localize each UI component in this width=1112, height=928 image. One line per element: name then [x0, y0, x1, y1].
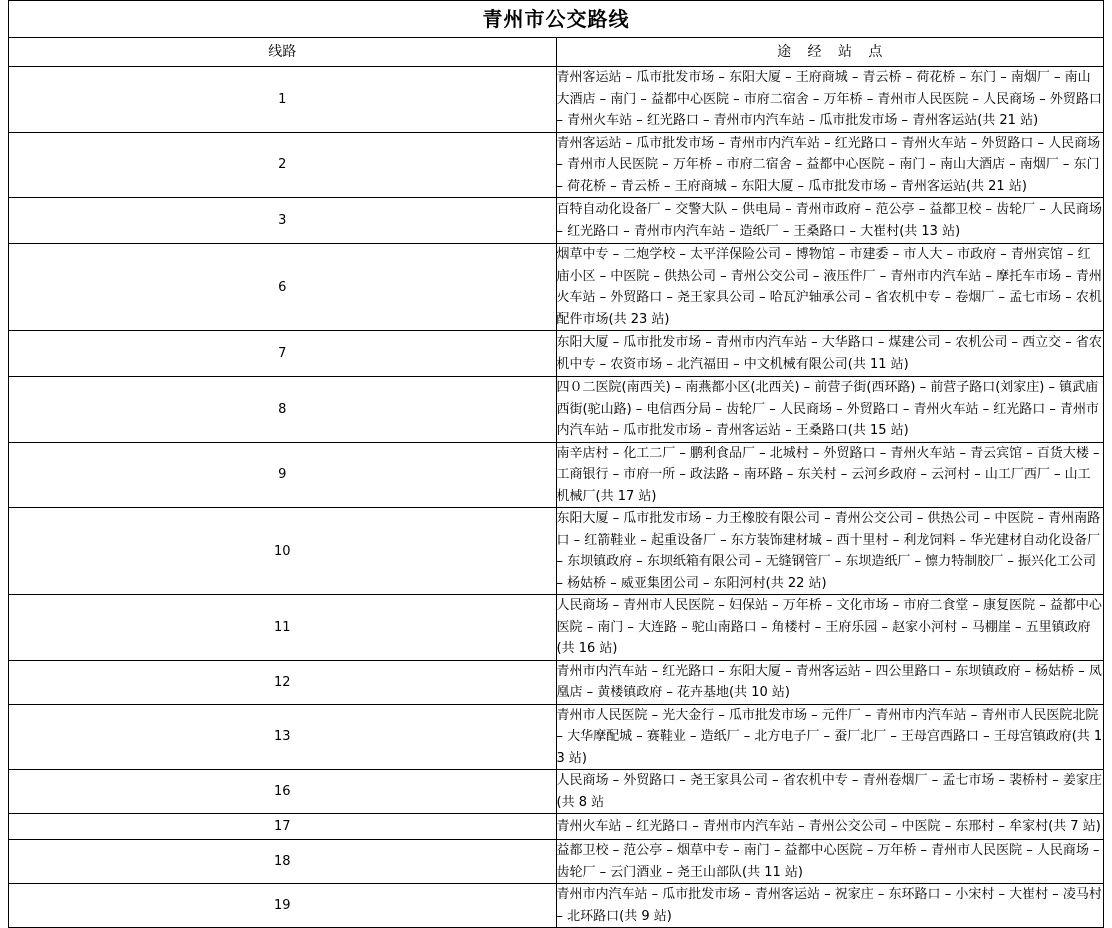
route-stops-cell: [556, 508, 1104, 595]
route-stops-text: 人民商场 – 外贸路口 – 尧王家具公司 – 省农机中专 – 青州卷烟厂 – 孟七市场 – 裴桥村 – 姜家庄(共 8 站: [556, 773, 1102, 810]
route-stops-text: 东阳大厦 – 瓜市批发市场 – 力王橡胶有限公司 – 青州公交公司 – 供热公司 – 中医院 – 青州南路口 – 红箭鞋业 – 起重设备厂 – 东方装饰建材城 – 西十里村 – 利龙饲料 – 华光建材自动化设备厂 – 东坝镇政府 – 东坝纸箱有限公司 – 无缝钢管厂 – 东坝造纸厂 – 懔力特制胶厂 – 振兴化工公司 – 杨姑桥 – 威亚集团公司 – 东阳河村(共 22 站): [556, 511, 1101, 591]
table-body: [9, 1, 1104, 928]
table-row: [9, 884, 1104, 928]
route-stops-text: 青州客运站 – 瓜市批发市场 – 青州市内汽车站 – 红光路口 – 青州火车站 – 外贸路口 – 人民商场 – 青州市人民医院 – 万年桥 – 市府二宿舍 – 益都中心医院 – 南门 – 南山大酒店 – 南烟厂 – 东门 – 荷花桥 – 青云桥 – 王府商城 – 东阳大厦 – 瓜市批发市场 – 青州客运站(共 21 站): [556, 135, 1101, 194]
route-stops-cell: [556, 442, 1104, 508]
route-stops-cell: [556, 840, 1104, 884]
table-row: [9, 595, 1104, 661]
route-stops-text: 人民商场 – 青州市人民医院 – 妇保站 – 万年桥 – 文化市场 – 市府二食堂 – 康复医院 – 益都中心医院 – 南门 – 大连路 – 驼山南路口 – 角楼村 – 王府乐园 – 赵家小河村 – 马棚崖 – 五里镇政府(共 16 站): [556, 598, 1102, 656]
table-row: [9, 442, 1104, 508]
table-row: [9, 508, 1104, 595]
route-stops-cell: [556, 704, 1104, 770]
route-stops-text: 青州市内汽车站 – 瓜市批发市场 – 青州客运站 – 祝家庄 – 东环路口 – 小宋村 – 大崔村 – 凌马村 – 北环路口(共 9 站): [556, 887, 1102, 924]
title-row: [9, 1, 1104, 38]
route-number-cell: 10: [9, 508, 557, 595]
route-stops-cell: [556, 331, 1104, 377]
table-row: [9, 331, 1104, 377]
route-stops-cell: [556, 660, 1104, 704]
column-header-route: 线路: [9, 38, 557, 67]
route-stops-cell: [556, 770, 1104, 814]
bus-routes-table: [8, 0, 1104, 928]
route-stops-text: 百特自动化设备厂 – 交警大队 – 供电局 – 青州市政府 – 范公亭 – 益都卫校 – 齿轮厂 – 人民商场 – 红光路口 – 青州市内汽车站 – 造纸厂 – 王桑路口 – 大崔村(共 13 站): [556, 202, 1102, 239]
route-number-cell: 19: [9, 884, 557, 928]
page-title: 青州市公交路线: [9, 1, 1104, 38]
column-header-stops: 途 经 站 点: [556, 38, 1104, 67]
route-number-cell: 7: [9, 331, 557, 377]
route-stops-text: 青州市人民医院 – 光大金行 – 瓜市批发市场 – 元件厂 – 青州市内汽车站 – 青州市人民医院北院 – 大华摩配城 – 赛鞋业 – 造纸厂 – 北方电子厂 – 蚕厂北厂 – 王母宫西路口 – 王母宫镇政府(共 13 站): [556, 707, 1103, 766]
header-row: [9, 38, 1104, 67]
table-row: [9, 67, 1104, 133]
route-number-cell: 9: [9, 442, 557, 508]
table-row: [9, 244, 1104, 331]
table-row: [9, 704, 1104, 770]
route-stops-cell: [556, 132, 1104, 198]
route-stops-cell: [556, 377, 1104, 443]
route-stops-text: 青州客运站 – 瓜市批发市场 – 东阳大厦 – 王府商城 – 青云桥 – 荷花桥 – 东门 – 南烟厂 – 南山大酒店 – 南门 – 益都中心医院 – 市府二宿舍 – 万年桥 – 青州市人民医院 – 人民商场 – 外贸路口 – 青州火车站 – 红光路口 – 青州市内汽车站 – 瓜市批发市场 – 青州客运站(共 21 站): [556, 70, 1102, 128]
route-stops-cell: [556, 814, 1104, 840]
route-stops-text: 烟草中专 – 二炮学校 – 太平洋保险公司 – 博物馆 – 市建委 – 市人大 – 市政府 – 青州宾馆 – 红庙小区 – 中医院 – 供热公司 – 青州公交公司 – 液压件厂 – 青州市内汽车站 – 摩托车市场 – 青州火车站 – 外贸路口 – 尧王家具公司 – 哈瓦沪轴承公司 – 省农机中专 – 卷烟厂 – 孟七市场 – 农机配件市场(共 23 站): [556, 247, 1102, 327]
route-stops-text: 益都卫校 – 范公亭 – 烟草中专 – 南门 – 益都中心医院 – 万年桥 – 青州市人民医院 – 人民商场 – 齿轮厂 – 云门酒业 – 尧王山部队(共 11 站): [556, 843, 1100, 880]
route-stops-cell: [556, 595, 1104, 661]
table-row: [9, 770, 1104, 814]
route-stops-text: 东阳大厦 – 瓜市批发市场 – 青州市内汽车站 – 大华路口 – 煤建公司 – 农机公司 – 西立交 – 省农机中专 – 农资市场 – 北汽福田 – 中文机械有限公司(共 11 站): [556, 335, 1102, 372]
route-number-cell: 8: [9, 377, 557, 443]
route-stops-text: 南辛店村 – 化工二厂 – 鹏利食品厂 – 北城村 – 外贸路口 – 青州火车站 – 青云宾馆 – 百货大楼 – 工商银行 – 市府一所 – 政法路 – 南环路 – 东关村 – 云河乡政府 – 云河村 – 山工厂西厂 – 山工机械厂(共 17 站): [556, 445, 1100, 504]
table-row: [9, 840, 1104, 884]
route-stops-cell: [556, 244, 1104, 331]
table-row: [9, 132, 1104, 198]
table-row: [9, 198, 1104, 244]
route-stops-text: 青州火车站 – 红光路口 – 青州市内汽车站 – 青州公交公司 – 中医院 – 东邢村 – 牟家村(共 7 站): [556, 818, 1101, 834]
route-number-cell: 12: [9, 660, 557, 704]
route-number-cell: 6: [9, 244, 557, 331]
route-stops-cell: [556, 198, 1104, 244]
route-stops-text: 四０二医院(南西关) – 南燕都小区(北西关) – 前营子街(西环路) – 前营子路口(刘家庄) – 镇武庙西街(驼山路) – 电信西分局 – 齿轮厂 – 人民商场 – 外贸路口 – 青州火车站 – 红光路口 – 青州市内汽车站 – 瓜市批发市场 – 青州客运站 – 王桑路口(共 15 站): [556, 380, 1099, 438]
route-stops-cell: [556, 67, 1104, 133]
route-number-cell: 17: [9, 814, 557, 840]
route-stops-cell: [556, 884, 1104, 928]
route-number-cell: 3: [9, 198, 557, 244]
route-number-cell: 13: [9, 704, 557, 770]
route-number-cell: 11: [9, 595, 557, 661]
table-row: [9, 660, 1104, 704]
route-number-cell: 16: [9, 770, 557, 814]
table-row: [9, 814, 1104, 840]
table-row: [9, 377, 1104, 443]
route-number-cell: 18: [9, 840, 557, 884]
route-number-cell: 1: [9, 67, 557, 133]
route-stops-text: 青州市内汽车站 – 红光路口 – 东阳大厦 – 青州客运站 – 四公里路口 – 东坝镇政府 – 杨姑桥 – 凤凰店 – 黄楼镇政府 – 花卉基地(共 10 站): [556, 663, 1102, 700]
route-number-cell: 2: [9, 132, 557, 198]
